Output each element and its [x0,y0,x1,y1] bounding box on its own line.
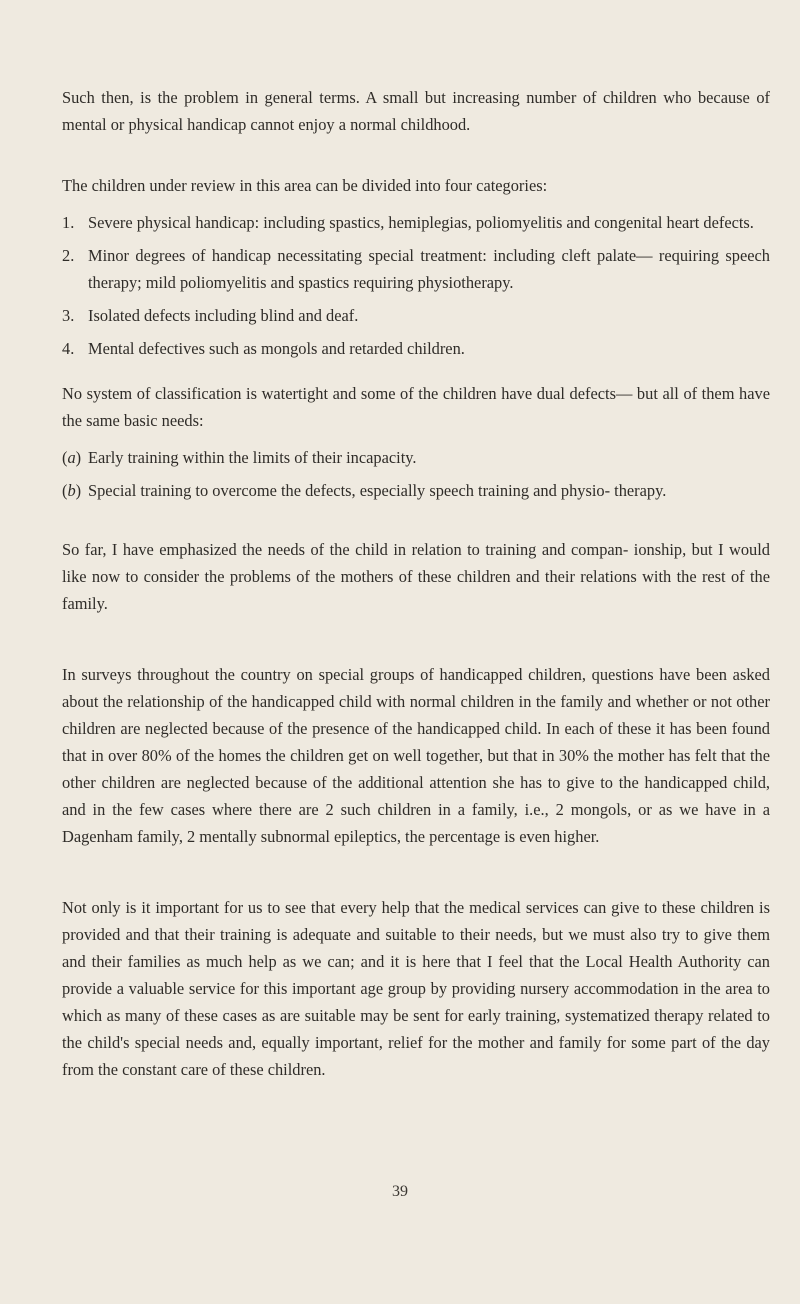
list-item-letter: (a) [62,448,82,467]
page-number: 39 [392,1183,408,1200]
list-item-text: Isolated defects including blind and deaf. [88,306,359,325]
document-page [62,84,770,1083]
list-item-letter: (b) [62,481,82,500]
mothers-paragraph: So far, I have emphasized the needs of the child in relation to training and compan- ionship, but I would like now to consider the problems of the mothers of these children and their relations with the rest of the family. [62,540,770,613]
intro-paragraph: Such then, is the problem in general terms. A small but increasing number of children who because of mental or physical handicap cannot enjoy a normal childhood. [62,88,770,134]
list-item-text: Special training to overcome the defects, especially speech training and physio- therapy. [88,481,667,500]
categories-list [62,209,770,362]
classification-paragraph: No system of classification is watertight and some of the children have dual defects— but all of them have the same basic needs: [62,384,770,430]
list-item-text: Severe physical handicap: including spastics, hemiplegias, poliomyelitis and congenital heart defects. [88,213,754,232]
list-item-number: 1. [62,213,75,232]
list-item-number: 3. [62,306,75,325]
services-paragraph: Not only is it important for us to see that every help that the medical services can give to these children is provided and that their training is adequate and suitable to their needs, but we must also try to give them and their families as much help as we can; and it is here that I feel that the Local Health Authority can provide a valuable service for this important age group by providing nursery accommodation in the area to which as many of these cases as are suitable may be sent for early training, systematized therapy related to the child's special needs and, equally important, relief for the mother and family for some part of the day from the constant care of these children. [62,898,770,1079]
list-item [62,335,770,362]
list-item [62,302,770,329]
surveys-paragraph: In surveys throughout the country on special groups of handicapped children, questions have been asked about the relationship of the handicapped child with normal children in the family and whether or not other children are neglected because of the presence of the handicapped child. In each of these it has been found that in over 80% of the homes the children get on well together, but that in 30% the mother has felt that the other children are neglected because of the additional attention she has to give to the handicapped child, and in the few cases where there are 2 such children in a family, i.e., 2 mongols, or as we have in a Dagenham family, 2 mentally subnormal epileptics, the percentage is even higher. [62,665,770,846]
list-item-text: Mental defectives such as mongols and retarded children. [88,339,465,358]
list-item-text: Early training within the limits of their incapacity. [88,448,417,467]
list-item [62,242,770,296]
list-item [62,444,770,471]
list-item [62,477,770,504]
list-item-number: 4. [62,339,75,358]
list-item [62,209,770,236]
categories-intro: The children under review in this area can be divided into four categories: [62,176,548,195]
list-item-number: 2. [62,246,75,265]
list-item-text: Minor degrees of handicap necessitating special treatment: including cleft palate— requiring speech therapy; mild poliomyelitis and spastics requiring physiotherapy. [88,246,770,292]
needs-list [62,444,770,504]
